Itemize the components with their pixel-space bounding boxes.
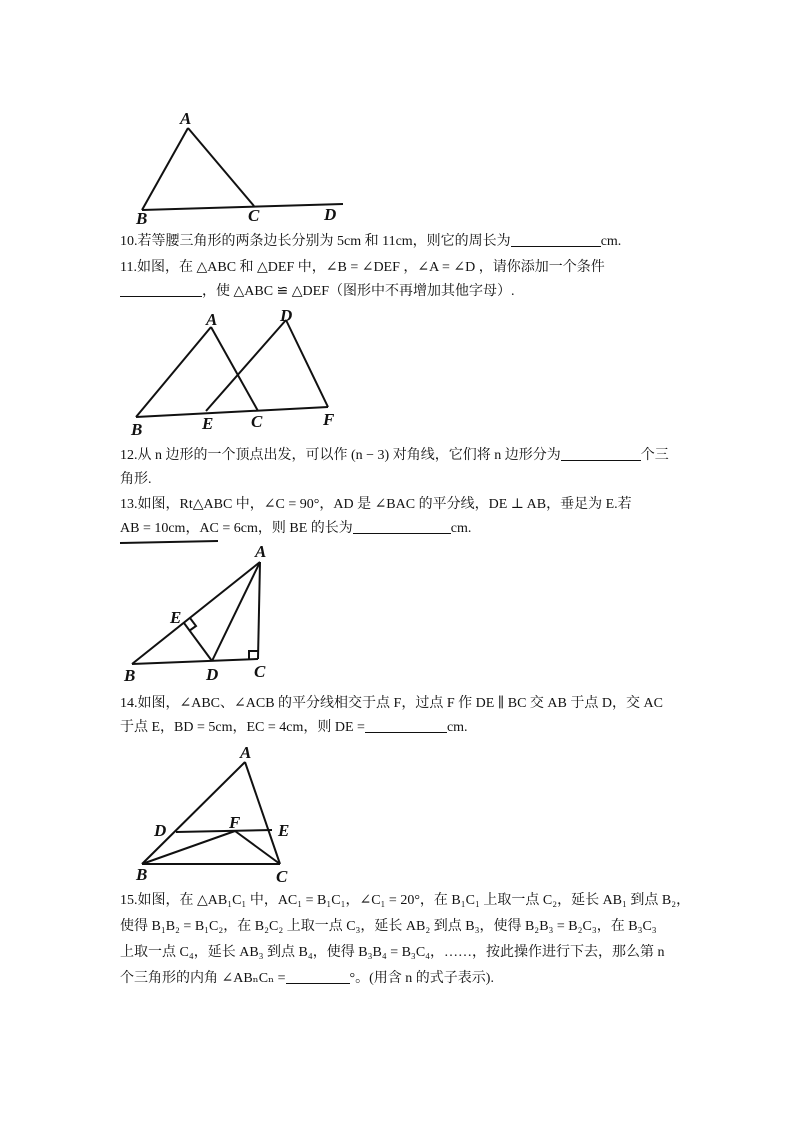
q15-line-4-end: °。(用含 n 的式子表示). [349, 971, 494, 986]
label-e: E [202, 414, 214, 433]
label-c: C [248, 206, 260, 225]
label-e: E [170, 608, 182, 627]
label-d: D [154, 821, 167, 840]
q11-line-2: ，使 △ABC ≌ △DEF（图形中不再增加其他字母）. [202, 284, 515, 299]
label-a: A [255, 542, 267, 561]
scan-rule [120, 541, 218, 543]
segment-ab [142, 128, 188, 210]
figure-q11 [118, 305, 358, 440]
q15-line-3: 上取一点 C₄，延长 AB₃ 到点 B₄，使得 B₃B₄ = B₃C₄，……，按此操作进行下去，那么第 n [120, 945, 665, 960]
right-angle-mark-e [189, 618, 196, 631]
q14-line-2: 于点 E，BD = 5cm，EC = 4cm，则 DE = [120, 720, 365, 735]
segment-df [286, 320, 328, 407]
q14-unit: cm. [446, 720, 468, 735]
question-15 [120, 888, 691, 992]
q13-line-2: AB = 10cm，AC = 6cm，则 BE 的长为 [120, 521, 353, 536]
segment-de [184, 623, 212, 661]
q11-answer-blank[interactable] [120, 282, 202, 297]
segment-ab [136, 327, 211, 417]
label-b: B [131, 420, 143, 439]
segment-ac [188, 128, 254, 206]
label-a: A [180, 109, 192, 128]
figure-q10 [118, 98, 368, 228]
figure-q13 [118, 540, 288, 690]
q11-line-1: 11.如图，在 △ABC 和 △DEF 中，∠B = ∠DEF ，∠A = ∠D ，请你添加一个条件 [120, 260, 605, 275]
label-b: B [124, 666, 136, 685]
label-a: A [206, 310, 218, 329]
figure-q14 [130, 742, 310, 888]
label-e: E [278, 821, 290, 840]
segment-ad [212, 562, 260, 661]
q12-line-1-end: 个三 [640, 448, 669, 463]
label-d: D [280, 306, 293, 325]
q14-answer-blank[interactable] [365, 718, 447, 733]
q15-answer-blank[interactable] [286, 969, 350, 984]
label-f: F [229, 813, 241, 832]
q12-line-1: 12.从 n 边形的一个顶点出发，可以作 (n − 3) 对角线，它们将 n 边形分为 [120, 448, 561, 463]
question-11 [120, 256, 680, 304]
label-c: C [276, 867, 288, 886]
right-angle-mark-c [249, 651, 258, 659]
question-13 [120, 493, 680, 541]
segment-cf [235, 831, 280, 864]
label-b: B [136, 209, 148, 228]
segment-bf [136, 407, 328, 417]
question-10 [120, 230, 680, 254]
segment-ac [245, 762, 280, 864]
q15-line-2: 使得 B₁B₂ = B₁C₂，在 B₂C₂ 上取一点 C₃，延长 AB₂ 到点 B₃，使得 B₂B₃ = B₂C₃，在 B₃C₃ [120, 919, 657, 934]
segment-bd [142, 204, 343, 210]
label-a: A [240, 743, 252, 762]
label-d: D [206, 665, 219, 684]
question-12 [120, 444, 680, 492]
label-f: F [323, 410, 335, 429]
q12-answer-blank[interactable] [561, 446, 641, 461]
q13-unit: cm. [450, 521, 472, 536]
q13-line-1: 13.如图，Rt△ABC 中，∠C = 90°，AD 是 ∠BAC 的平分线，DE ⊥ AB，垂足为 E.若 [120, 497, 632, 512]
label-d: D [324, 205, 337, 224]
question-14 [120, 692, 680, 740]
segment-bc [132, 659, 258, 664]
q13-answer-blank[interactable] [353, 519, 451, 534]
segment-ab [132, 562, 260, 664]
q10-text: 10.若等腰三角形的两条边长分别为 5cm 和 11cm，则它的周长为 [120, 234, 511, 249]
q12-line-2: 角形. [120, 472, 152, 487]
segment-de [206, 320, 286, 411]
label-c: C [254, 662, 266, 681]
q10-answer-blank[interactable] [511, 232, 601, 247]
q15-line-4: 个三角形的内角 ∠ABₙCₙ = [120, 971, 286, 986]
segment-de [176, 830, 272, 832]
segment-ac [258, 562, 260, 659]
q15-line-1: 15.如图，在 △AB₁C₁ 中，AC₁ = B₁C₁，∠C₁ = 20°，在 B₁C₁ 上取一点 C₂，延长 AB₁ 到点 B₂， [120, 893, 691, 908]
label-b: B [136, 865, 148, 884]
q10-unit: cm. [600, 234, 622, 249]
label-c: C [251, 412, 263, 431]
q14-line-1: 14.如图，∠ABC、∠ACB 的平分线相交于点 F，过点 F 作 DE ∥ BC 交 AB 于点 D，交 AC [120, 696, 663, 711]
